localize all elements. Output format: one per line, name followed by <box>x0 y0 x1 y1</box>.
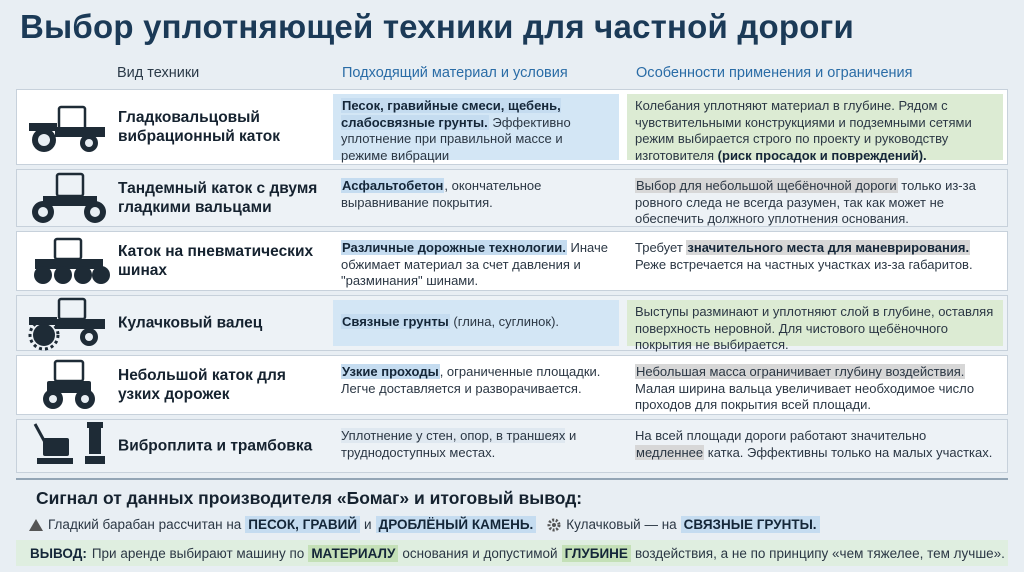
row-notes-cell: Небольшая масса ограничивает глубину воздействия. Малая ширина вальца увеличивает необходимое число проходов для покрытия всей площади. <box>635 364 975 412</box>
footer-conclusion: ВЫВОД: При аренде выбирают машину по МАТЕРИАЛУ основания и допустимой ГЛУБИНЕ воздействия, а не по принципу «чем тяжелее, тем лучше». <box>16 540 1008 566</box>
row-notes-cell: На всей площади дороги работают значительно медленнее катка. Эффективны только на малых участках. <box>635 428 993 460</box>
row-type-label: Тандемный каток с двумя гладкими вальцами <box>118 180 318 216</box>
plate-compactor-icon <box>25 418 113 474</box>
row-notes-cell: Выбор для небольшой щебёночной дороги только из-за ровного следа не всегда разумен, так как может не обеспечить должного уплотнения основания. <box>635 178 976 226</box>
row-material-cell: Песок, гравийные смеси, щебень, слабосвязные грунты. Эффективно уплотнение при правильной массе и режиме вибрации <box>333 94 619 160</box>
row-type-label: Каток на пневматических шинах <box>118 243 314 279</box>
row-type-label: Небольшой каток для узких дорожек <box>118 367 286 403</box>
column-header-material: Подходящий материал и условия <box>342 65 568 81</box>
padfoot-roller-icon <box>25 295 113 351</box>
footer-drum-note: Гладкий барабан рассчитан на ПЕСОК, ГРАВИЙ и ДРОБЛЁНЫЙ КАМЕНЬ. Кулачковый — на СВЯЗНЫЕ ГРУНТЫ. <box>28 516 820 533</box>
row-type-label: Кулачковый валец <box>118 314 263 332</box>
column-headers <box>0 62 1024 86</box>
tandem-roller-icon <box>25 170 113 226</box>
row-notes-cell: Колебания уплотняют материал в глубине. Рядом с чувствительными конструкциями и подземными сетями режим выбирается строго по проекту и руководству изготовителя (риск просадок и повреждений). <box>627 94 1003 160</box>
row-material-cell: Узкие проходы, ограниченные площадки. Легче доставляется и разворачивается. <box>341 364 601 396</box>
table-row <box>16 169 1008 227</box>
row-type-label: Гладковальцовый вибрационный каток <box>118 109 281 145</box>
column-header-type: Вид техники <box>117 65 200 81</box>
row-material-cell: Связные грунты (глина, суглинок). <box>333 300 619 346</box>
pneumatic-roller-icon <box>25 233 113 289</box>
table-row <box>16 231 1008 291</box>
row-material-cell: Уплотнение у стен, опор, в траншеях и труднодоступных местах. <box>341 428 577 460</box>
gear-icon <box>546 517 562 533</box>
page-title: Выбор уплотняющей техники для частной дороги <box>20 8 854 45</box>
row-material-cell: Различные дорожные технологии. Иначе обжимает материал за счет давления и "разминания" шинами. <box>341 240 608 288</box>
footer-title: Сигнал от данных производителя «Бомаг» и итоговый вывод: <box>36 488 583 508</box>
table-row <box>16 355 1008 415</box>
row-type-label: Виброплита и трамбовка <box>118 437 313 455</box>
smooth-roller-icon <box>25 99 113 155</box>
small-roller-icon <box>25 357 113 413</box>
triangle-icon <box>28 517 44 533</box>
table-row <box>16 89 1008 165</box>
table-row <box>16 295 1008 351</box>
row-notes-cell: Требует значительного места для маневрирования. Реже встречается на частных участках из-за габаритов. <box>635 240 973 272</box>
table-row <box>16 419 1008 473</box>
section-divider <box>16 478 1008 480</box>
column-header-notes: Особенности применения и ограничения <box>636 65 913 81</box>
row-notes-cell: Выступы разминают и уплотняют слой в глубине, оставляя поверхность неровной. Для чистового щебёночного покрытия не выбирается. <box>627 300 1003 346</box>
row-material-cell: Асфальтобетон, окончательное выравнивание покрытия. <box>341 178 542 210</box>
